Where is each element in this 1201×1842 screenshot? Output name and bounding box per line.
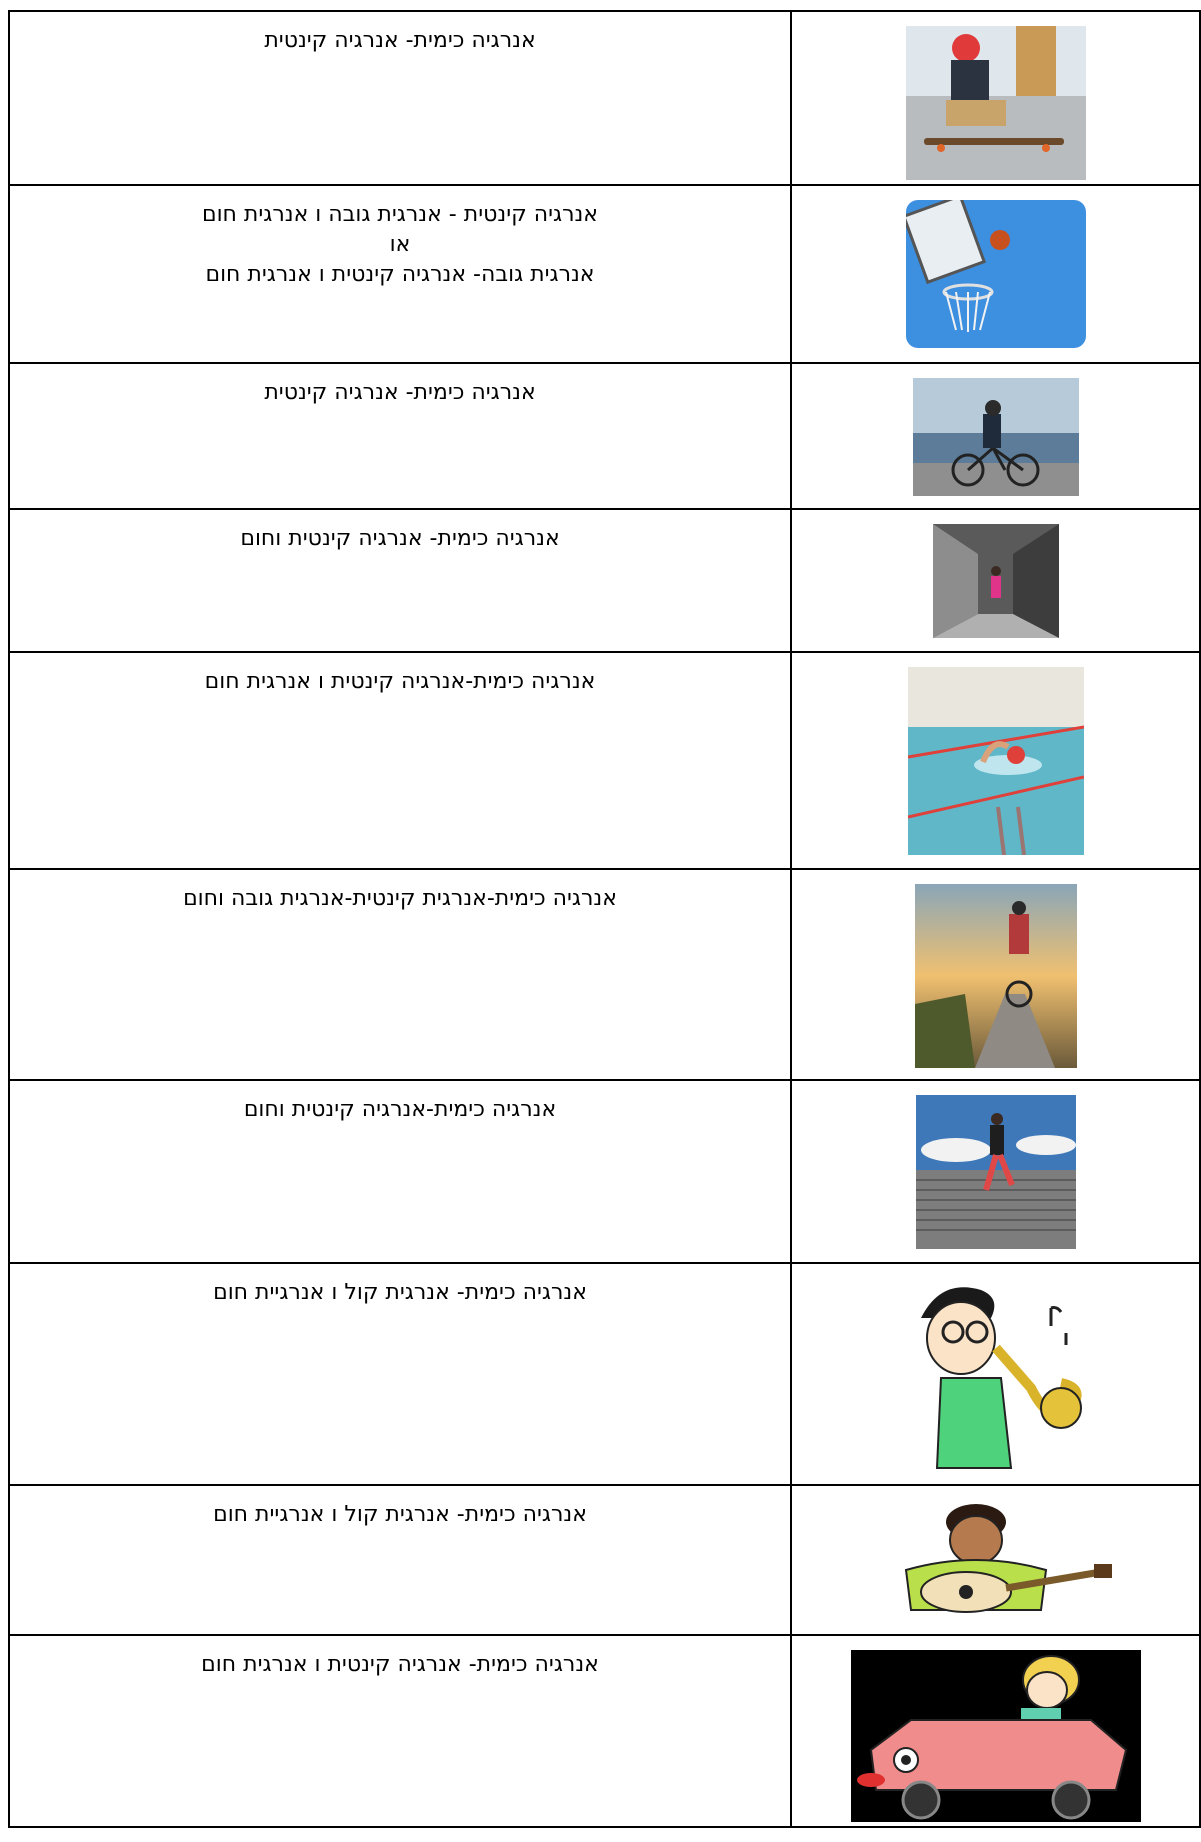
energy-description bbox=[9, 1635, 791, 1827]
description-line: אנרגיה כימית- אנרגיה קינטית ו אנרגית חום bbox=[201, 1652, 599, 1677]
energy-table bbox=[8, 10, 1201, 1828]
table-row bbox=[9, 363, 1200, 509]
car-cartoon-icon bbox=[851, 1650, 1141, 1822]
energy-description bbox=[9, 185, 791, 363]
cyclist-waterfront-photo-icon bbox=[913, 378, 1079, 496]
saxophone-cartoon-icon bbox=[901, 1278, 1091, 1478]
table-row bbox=[9, 1080, 1200, 1263]
swimmer-pool-photo-icon bbox=[908, 667, 1084, 855]
table-row bbox=[9, 185, 1200, 363]
description-line: אנרגיה כימית- אנרגיה קינטית bbox=[264, 28, 536, 53]
table-row bbox=[9, 11, 1200, 185]
table-row bbox=[9, 1263, 1200, 1485]
skateboard-photo-icon bbox=[906, 26, 1086, 180]
description-line: אנרגיה כימית-אנרגית קינטית-אנרגית גובה וחום bbox=[183, 886, 617, 911]
energy-description bbox=[9, 869, 791, 1080]
energy-description bbox=[9, 1080, 791, 1263]
runner-stairs-photo-icon bbox=[916, 1095, 1076, 1249]
table-row bbox=[9, 869, 1200, 1080]
description-line: אנרגיה כימית- אנרגית קול ו אנרגיית חום bbox=[213, 1280, 587, 1305]
description-line: אנרגיה כימית-אנרגיה קינטית וחום bbox=[243, 1097, 557, 1122]
table-row bbox=[9, 1485, 1200, 1635]
table-row bbox=[9, 1635, 1200, 1827]
description-line: אנרגיה כימית-אנרגיה קינטית ו אנרגית חום bbox=[204, 669, 596, 694]
description-line: אנרגיה קינטית - אנרגית גובה ו אנרגית חום bbox=[201, 202, 599, 227]
energy-description bbox=[9, 1485, 791, 1635]
energy-description bbox=[9, 1263, 791, 1485]
table-row bbox=[9, 509, 1200, 652]
energy-description bbox=[9, 11, 791, 185]
basketball-hoop-photo-icon bbox=[906, 200, 1086, 350]
energy-description bbox=[9, 363, 791, 509]
table-row bbox=[9, 652, 1200, 869]
runner-corridor-photo-icon bbox=[933, 524, 1059, 638]
energy-description bbox=[9, 509, 791, 652]
description-line: או bbox=[389, 232, 411, 257]
energy-description bbox=[9, 652, 791, 869]
description-line: אנרגיה כימית- אנרגיה קינטית bbox=[264, 380, 536, 405]
guitar-cartoon-icon bbox=[866, 1500, 1126, 1620]
description-line: אנרגיה כימית- אנרגית קול ו אנרגיית חום bbox=[213, 1502, 587, 1527]
cyclist-sunset-photo-icon bbox=[915, 884, 1077, 1068]
description-line: אנרגית גובה- אנרגיה קינטית ו אנרגית חום bbox=[205, 262, 595, 287]
description-line: אנרגיה כימית- אנרגיה קינטית וחום bbox=[240, 526, 560, 551]
